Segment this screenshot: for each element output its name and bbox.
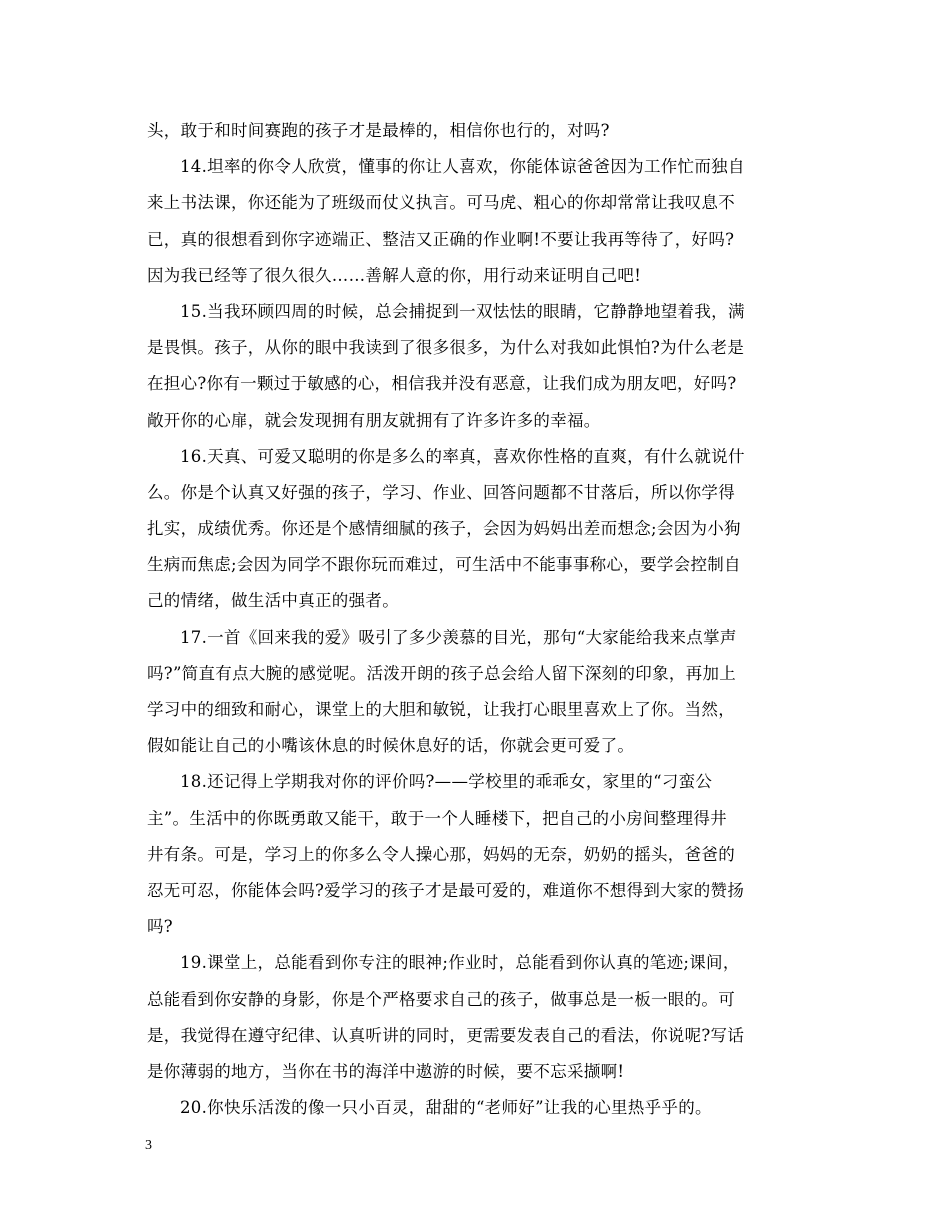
text-line: 14.坦率的你令人欣赏，懂事的你让人喜欢，你能体谅爸爸因为工作忙而独自 — [180, 157, 745, 177]
text-line: 已，真的很想看到你字迹端正、整洁又正确的作业啊!不要让我再等待了，好吗? — [147, 229, 735, 249]
text-line: 来上书法课，你还能为了班级而仗义执言。可马虎、粗心的你却常常让我叹息不 — [147, 193, 735, 213]
text-line: 吗?”简直有点大腕的感觉呢。活泼开朗的孩子总会给人留下深刻的印象，再加上 — [147, 663, 737, 683]
text-line: 己的情绪，做生活中真正的强者。 — [147, 591, 399, 611]
text-line: 17.一首《回来我的爱》吸引了多少羡慕的目光，那句“大家能给我来点掌声 — [180, 627, 737, 647]
text-line: 头，敢于和时间赛跑的孩子才是最棒的，相信你也行的，对吗? — [147, 121, 610, 140]
text-line: 学习中的细致和耐心，课堂上的大胆和敏锐，让我打心眼里喜欢上了你。当然， — [147, 700, 735, 719]
text-line: 么。你是个认真又好强的孩子，学习、作业、回答问题都不甘落后，所以你学得 — [147, 482, 735, 502]
text-line: 吗? — [147, 917, 173, 937]
text-line: 忍无可忍，你能体会吗?爱学习的孩子才是最可爱的，难道你不想得到大家的赞扬 — [147, 880, 745, 900]
text-line: 井有条。可是，学习上的你多么令人操心那，妈妈的无奈，奶奶的摇头，爸爸的 — [147, 844, 735, 864]
text-line: 因为我已经等了很久很久……善解人意的你，用行动来证明自己吧! — [147, 265, 642, 285]
text-line: 20.你快乐活泼的像一只小百灵，甜甜的“老师好”让我的心里热乎乎的。 — [180, 1098, 712, 1118]
text-line: 生病而焦虑;会因为同学不跟你玩而难过，可生活中不能事事称心，要学会控制自 — [147, 555, 741, 575]
text-line: 扎实，成绩优秀。你还是个感情细腻的孩子，会因为妈妈出差而想念;会因为小狗 — [147, 519, 741, 539]
text-line: 16.天真、可爱又聪明的你是多么的率真，喜欢你性格的直爽，有什么就说什 — [180, 446, 745, 466]
text-line: 总能看到你安静的身影，你是个严格要求自己的孩子，做事总是一板一眼的。可 — [147, 989, 735, 1009]
page-number: 3 — [145, 1138, 152, 1153]
text-line: 19.课堂上，总能看到你专注的眼神;作业时，总能看到你认真的笔迹;课间， — [180, 953, 740, 973]
text-line: 在担心?你有一颗过于敏感的心，相信我并没有恶意，让我们成为朋友吧，好吗? — [147, 374, 737, 394]
text-line: 15.当我环顾四周的时候，总会捕捉到一双怯怯的眼睛，它静静地望着我，满 — [180, 301, 745, 321]
document-body — [147, 113, 809, 1126]
text-line: 敞开你的心扉，就会发现拥有朋友就拥有了许多许多的幸福。 — [147, 410, 601, 430]
text-line: 是你薄弱的地方，当你在书的海洋中遨游的时候，要不忘采撷啊! — [147, 1061, 625, 1081]
text-line: 是，我觉得在遵守纪律、认真听讲的同时，更需要发表自己的看法，你说呢?写话 — [147, 1025, 745, 1045]
text-line: 是畏惧。孩子，从你的眼中我读到了很多很多，为什么对我如此惧怕?为什么老是 — [147, 338, 745, 358]
text-line: 18.还记得上学期我对你的评价吗?——学校里的乖乖女，家里的“刁蛮公 — [180, 772, 713, 792]
text-line: 假如能让自己的小嘴该休息的时候休息好的话，你就会更可爱了。 — [147, 736, 635, 756]
text-line: 主”。生活中的你既勇敢又能干，敢于一个人睡楼下，把自己的小房间整理得井 — [147, 808, 727, 828]
